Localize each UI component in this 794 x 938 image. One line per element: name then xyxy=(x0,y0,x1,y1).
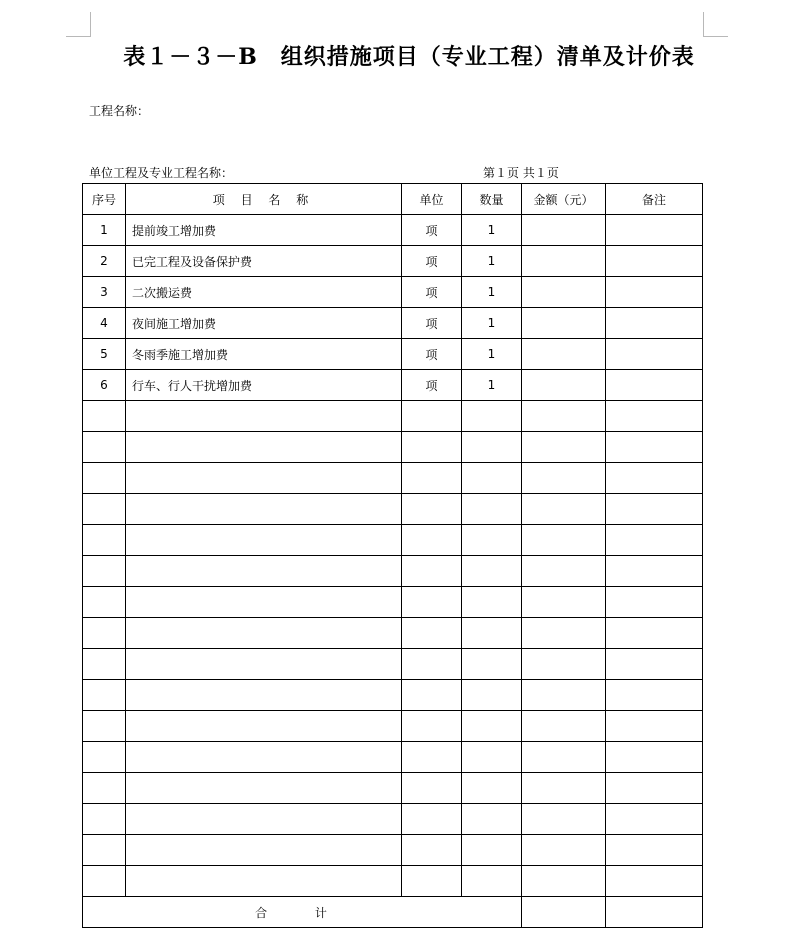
cell-amount xyxy=(522,866,606,897)
cell-unit xyxy=(402,680,462,711)
cell-unit xyxy=(402,804,462,835)
cell-unit xyxy=(402,432,462,463)
cell-note xyxy=(606,308,703,339)
cell-unit xyxy=(402,401,462,432)
cell-quantity xyxy=(462,401,522,432)
cell-seq xyxy=(83,711,126,742)
table-row xyxy=(83,246,703,277)
cell-item-name xyxy=(126,804,402,835)
cell-seq xyxy=(83,401,126,432)
cell-item-name: 冬雨季施工增加费 xyxy=(126,339,402,370)
page-corner-mark-left xyxy=(66,12,91,37)
cell-amount xyxy=(522,432,606,463)
cell-unit xyxy=(402,587,462,618)
cell-item-name xyxy=(126,463,402,494)
unit-project-name-label: 单位工程及专业工程名称： xyxy=(89,166,234,180)
cell-item-name xyxy=(126,494,402,525)
cell-unit: 项 xyxy=(402,370,462,401)
cell-seq xyxy=(83,680,126,711)
cell-note xyxy=(606,432,703,463)
cell-item-name xyxy=(126,835,402,866)
blank-row xyxy=(83,649,703,680)
table-row xyxy=(83,370,703,401)
cell-seq: 4 xyxy=(83,308,126,339)
cell-amount xyxy=(522,308,606,339)
header-note: 备注 xyxy=(606,184,703,215)
cell-note xyxy=(606,215,703,246)
total-amount-cell xyxy=(522,897,606,928)
cell-quantity xyxy=(462,711,522,742)
cell-item-name xyxy=(126,742,402,773)
cell-note xyxy=(606,463,703,494)
cell-seq xyxy=(83,525,126,556)
cell-amount xyxy=(522,804,606,835)
cell-unit xyxy=(402,866,462,897)
cell-unit xyxy=(402,525,462,556)
cell-quantity xyxy=(462,773,522,804)
page-info: 第１页 共１页 xyxy=(483,166,559,180)
header-item-name: 项 目 名 称 xyxy=(126,184,402,215)
cell-quantity xyxy=(462,525,522,556)
cell-unit xyxy=(402,773,462,804)
cell-unit: 项 xyxy=(402,246,462,277)
cell-quantity xyxy=(462,680,522,711)
cell-note xyxy=(606,711,703,742)
cell-quantity xyxy=(462,463,522,494)
cell-quantity: 1 xyxy=(462,277,522,308)
cell-unit: 项 xyxy=(402,215,462,246)
cell-item-name xyxy=(126,587,402,618)
cell-quantity xyxy=(462,432,522,463)
blank-row xyxy=(83,680,703,711)
cell-item-name: 行车、行人干扰增加费 xyxy=(126,370,402,401)
cell-amount xyxy=(522,525,606,556)
cell-amount xyxy=(522,835,606,866)
cell-item-name xyxy=(126,401,402,432)
cell-quantity: 1 xyxy=(462,246,522,277)
cell-seq xyxy=(83,649,126,680)
cell-amount xyxy=(522,494,606,525)
blank-row xyxy=(83,835,703,866)
cell-seq xyxy=(83,773,126,804)
cell-note xyxy=(606,556,703,587)
cell-amount xyxy=(522,339,606,370)
cell-note xyxy=(606,401,703,432)
cell-amount xyxy=(522,215,606,246)
cell-note xyxy=(606,587,703,618)
cell-amount xyxy=(522,370,606,401)
cell-item-name xyxy=(126,866,402,897)
cell-unit: 项 xyxy=(402,339,462,370)
cell-unit: 项 xyxy=(402,308,462,339)
header-amount: 金额（元） xyxy=(522,184,606,215)
cell-unit: 项 xyxy=(402,277,462,308)
cell-seq xyxy=(83,866,126,897)
cell-seq: 2 xyxy=(83,246,126,277)
cell-quantity xyxy=(462,649,522,680)
blank-row xyxy=(83,773,703,804)
blank-row xyxy=(83,711,703,742)
cell-quantity xyxy=(462,618,522,649)
document-title: 表１－３－B 组织措施项目（专业工程）清单及计价表 xyxy=(123,44,695,70)
total-row xyxy=(83,897,703,928)
header-seq: 序号 xyxy=(83,184,126,215)
cell-quantity xyxy=(462,804,522,835)
cell-note xyxy=(606,804,703,835)
cell-unit xyxy=(402,835,462,866)
cell-quantity xyxy=(462,494,522,525)
cell-seq: 6 xyxy=(83,370,126,401)
cell-amount xyxy=(522,401,606,432)
cell-item-name xyxy=(126,711,402,742)
cell-unit xyxy=(402,649,462,680)
cell-note xyxy=(606,525,703,556)
cell-seq xyxy=(83,804,126,835)
cell-note xyxy=(606,277,703,308)
header-quantity: 数量 xyxy=(462,184,522,215)
cell-unit xyxy=(402,463,462,494)
blank-row xyxy=(83,742,703,773)
cell-item-name: 二次搬运费 xyxy=(126,277,402,308)
cell-item-name xyxy=(126,525,402,556)
cell-quantity xyxy=(462,587,522,618)
cell-unit xyxy=(402,494,462,525)
cell-note xyxy=(606,246,703,277)
cell-note xyxy=(606,370,703,401)
cell-item-name: 已完工程及设备保护费 xyxy=(126,246,402,277)
cell-quantity xyxy=(462,866,522,897)
project-name-label: 工程名称： xyxy=(89,104,150,118)
table-row xyxy=(83,339,703,370)
cell-unit xyxy=(402,742,462,773)
blank-row xyxy=(83,804,703,835)
cell-note xyxy=(606,773,703,804)
cell-note xyxy=(606,339,703,370)
cell-unit xyxy=(402,618,462,649)
cell-amount xyxy=(522,246,606,277)
cell-amount xyxy=(522,556,606,587)
page-corner-mark-right xyxy=(703,12,728,37)
cell-seq xyxy=(83,835,126,866)
table-row xyxy=(83,277,703,308)
cell-amount xyxy=(522,649,606,680)
cell-amount xyxy=(522,773,606,804)
blank-row xyxy=(83,401,703,432)
cell-note xyxy=(606,618,703,649)
cell-amount xyxy=(522,618,606,649)
cell-item-name xyxy=(126,618,402,649)
cell-seq xyxy=(83,742,126,773)
blank-row xyxy=(83,463,703,494)
cell-seq xyxy=(83,432,126,463)
blank-row xyxy=(83,587,703,618)
cell-quantity xyxy=(462,556,522,587)
cell-seq: 1 xyxy=(83,215,126,246)
table-header-row xyxy=(83,184,703,215)
cell-seq xyxy=(83,556,126,587)
cell-item-name xyxy=(126,773,402,804)
header-unit: 单位 xyxy=(402,184,462,215)
cell-amount xyxy=(522,463,606,494)
cell-quantity: 1 xyxy=(462,308,522,339)
cell-note xyxy=(606,494,703,525)
measures-pricing-table xyxy=(82,183,703,928)
cell-quantity xyxy=(462,742,522,773)
cell-amount xyxy=(522,680,606,711)
cell-note xyxy=(606,742,703,773)
cell-seq xyxy=(83,494,126,525)
cell-amount xyxy=(522,711,606,742)
cell-unit xyxy=(402,711,462,742)
cell-quantity xyxy=(462,835,522,866)
blank-row xyxy=(83,618,703,649)
cell-quantity: 1 xyxy=(462,339,522,370)
cell-note xyxy=(606,649,703,680)
cell-item-name: 提前竣工增加费 xyxy=(126,215,402,246)
cell-seq: 5 xyxy=(83,339,126,370)
cell-item-name: 夜间施工增加费 xyxy=(126,308,402,339)
cell-seq xyxy=(83,618,126,649)
cell-item-name xyxy=(126,680,402,711)
cell-amount xyxy=(522,742,606,773)
blank-row xyxy=(83,494,703,525)
cell-note xyxy=(606,835,703,866)
cell-unit xyxy=(402,556,462,587)
cell-amount xyxy=(522,587,606,618)
cell-seq: 3 xyxy=(83,277,126,308)
cell-note xyxy=(606,680,703,711)
cell-seq xyxy=(83,463,126,494)
cell-item-name xyxy=(126,649,402,680)
table-row xyxy=(83,308,703,339)
total-label: 合 计 xyxy=(83,897,522,928)
blank-row xyxy=(83,866,703,897)
cell-quantity: 1 xyxy=(462,370,522,401)
cell-item-name xyxy=(126,556,402,587)
blank-row xyxy=(83,556,703,587)
table-row xyxy=(83,215,703,246)
cell-quantity: 1 xyxy=(462,215,522,246)
cell-seq xyxy=(83,587,126,618)
cell-item-name xyxy=(126,432,402,463)
blank-row xyxy=(83,525,703,556)
blank-row xyxy=(83,432,703,463)
cell-amount xyxy=(522,277,606,308)
total-note-cell xyxy=(606,897,703,928)
cell-note xyxy=(606,866,703,897)
